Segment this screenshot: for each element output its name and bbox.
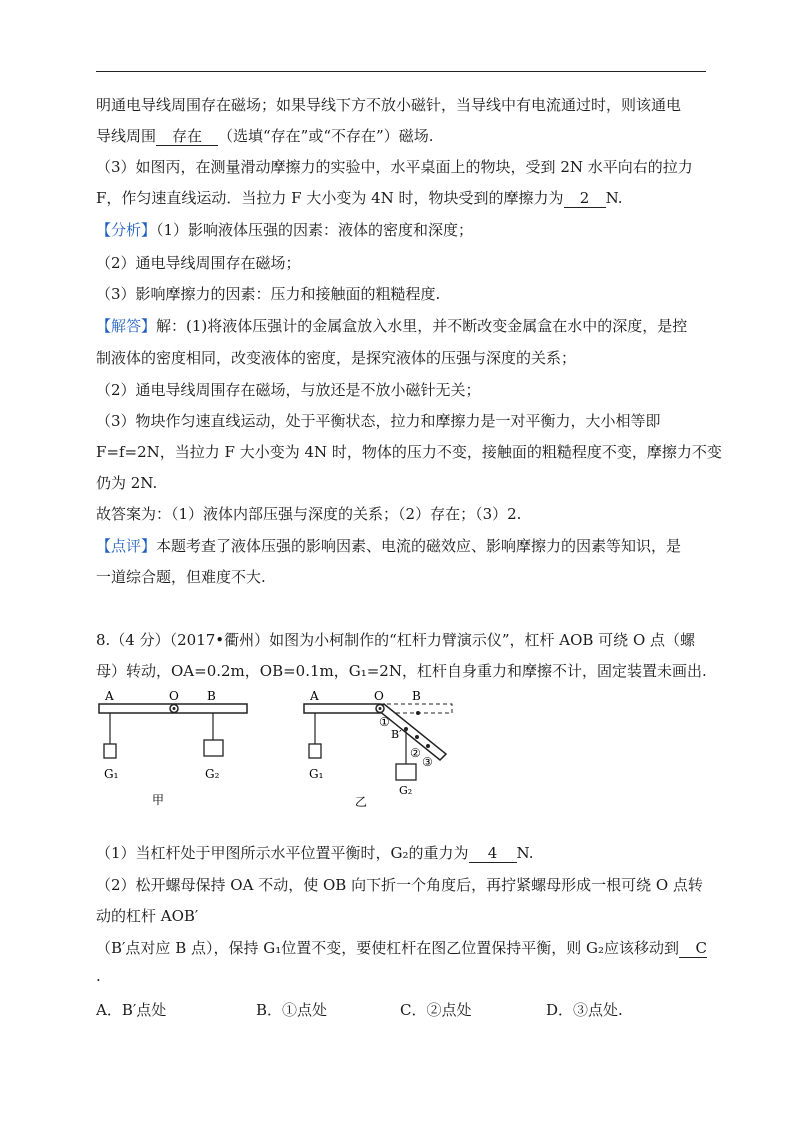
question-line: （1）当杠杆处于甲图所示水平位置平衡时，G₂的重力为 4 N.: [96, 844, 534, 862]
text-line: （3）影响摩擦力的因素：压力和接触面的粗糙程度.: [96, 285, 441, 303]
lever-oa: [304, 704, 380, 713]
solution-tag: 【解答】: [96, 317, 157, 335]
label-b: B: [412, 689, 421, 703]
text-line: F=f=2N，当拉力 F 大小变为 4N 时，物体的压力不变，接触面的粗糙程度不变，摩擦力不变: [96, 443, 722, 461]
answer-blank: 存在: [156, 128, 218, 146]
text-line: 导线周围 存在 （选填“存在”或“不存在”）磁场.: [96, 127, 434, 145]
weight-g2: [396, 764, 416, 780]
question-line: （2）松开螺母保持 OA 不动，使 OB 向下折一个角度后，再拧紧螺母形成一根可绕 O 点转: [96, 876, 703, 894]
text-line: F，作匀速直线运动．当拉力 F 大小变为 4N 时，物块受到的摩擦力为 2 N.: [96, 189, 623, 207]
label-g1: G₁: [309, 767, 324, 781]
label-circle-3: ③: [422, 755, 433, 769]
text-line: （2）通电导线周围存在磁场；: [96, 254, 301, 272]
text-line: 【分析】（1）影响液体压强的因素：液体的密度和深度；: [96, 221, 474, 239]
label-g2: G₂: [399, 784, 413, 797]
label-circle-1: ①: [379, 715, 390, 729]
label-o: O: [374, 689, 384, 703]
question-line: （B′点对应 B 点），保持 G₁位置不变，要使杠杆在图乙位置保持平衡，则 G₂应该移动到 C: [96, 939, 708, 957]
option-b: B．①点处: [256, 1001, 328, 1019]
text-line: 制液体的密度相同，改变液体的密度，是探究液体的压强与深度的关系；: [96, 349, 577, 367]
option-d: D．③点处.: [546, 1001, 623, 1019]
analysis-tag: 【分析】: [96, 221, 157, 239]
weight-g2: [204, 740, 223, 756]
question-line: 动的杠杆 AOB′: [96, 907, 199, 925]
answer-blank: 2: [564, 190, 606, 208]
header-rule: [96, 71, 706, 72]
caption-jia: 甲: [152, 793, 165, 807]
text-line: （2）通电导线周围存在磁场，与放还是不放小磁针无关；: [96, 381, 481, 399]
label-a: A: [310, 689, 319, 703]
text-line: 一道综合题，但难度不大.: [96, 568, 266, 586]
figure-yi: [300, 688, 470, 810]
question-line: 母）转动，OA=0.2m，OB=0.1m，G₁=2N，杠杆自身重力和摩擦不计，固定装置未画出.: [96, 662, 707, 680]
text-line: 仍为 2N.: [96, 474, 158, 492]
question-line: 8.（4 分）（2017•衢州）如图为小柯制作的“杠杆力臂演示仪”，杠杆 AOB 可绕 O 点（螺: [96, 631, 696, 649]
label-a: A: [105, 689, 114, 703]
text-line: 【点评】本题考查了液体压强的影响因素、电流的磁效应、影响摩擦力的因素等知识，是: [96, 537, 682, 555]
text-line: （3）物块作匀速直线运动，处于平衡状态，拉力和摩擦力是一对平衡力，大小相等即: [96, 412, 661, 430]
question-line: .: [96, 967, 101, 985]
comment-tag: 【点评】: [96, 537, 157, 555]
weight-g1: [309, 744, 321, 758]
answer-blank: C: [679, 940, 707, 958]
text-line: 明通电导线周围存在磁场；如果导线下方不放小磁针，当导线中有电流通过时，则该通电: [96, 96, 682, 114]
option-a: A．B′点处: [96, 1001, 167, 1019]
caption-yi: 乙: [355, 795, 368, 809]
figure-jia: [95, 688, 265, 808]
label-circle-2: ②: [410, 746, 421, 760]
label-b: B: [207, 689, 216, 703]
text-line: （3）如图丙，在测量滑动摩擦力的实验中，水平桌面上的物块，受到 2N 水平向右的拉力: [96, 158, 693, 176]
label-b-prime: B′: [391, 728, 402, 741]
label-g1: G₁: [104, 767, 119, 781]
answer-blank: 4: [469, 845, 517, 863]
option-c: C．②点处: [400, 1001, 472, 1019]
text-line: 故答案为：（1）液体内部压强与深度的关系；（2）存在；（3）2.: [96, 505, 522, 523]
label-o: O: [169, 689, 179, 703]
label-g2: G₂: [205, 767, 220, 781]
text-line: 【解答】解：(1)将液体压强计的金属盒放入水里，并不断改变金属盒在水中的深度，是控: [96, 317, 688, 335]
weight-g1: [104, 744, 116, 758]
